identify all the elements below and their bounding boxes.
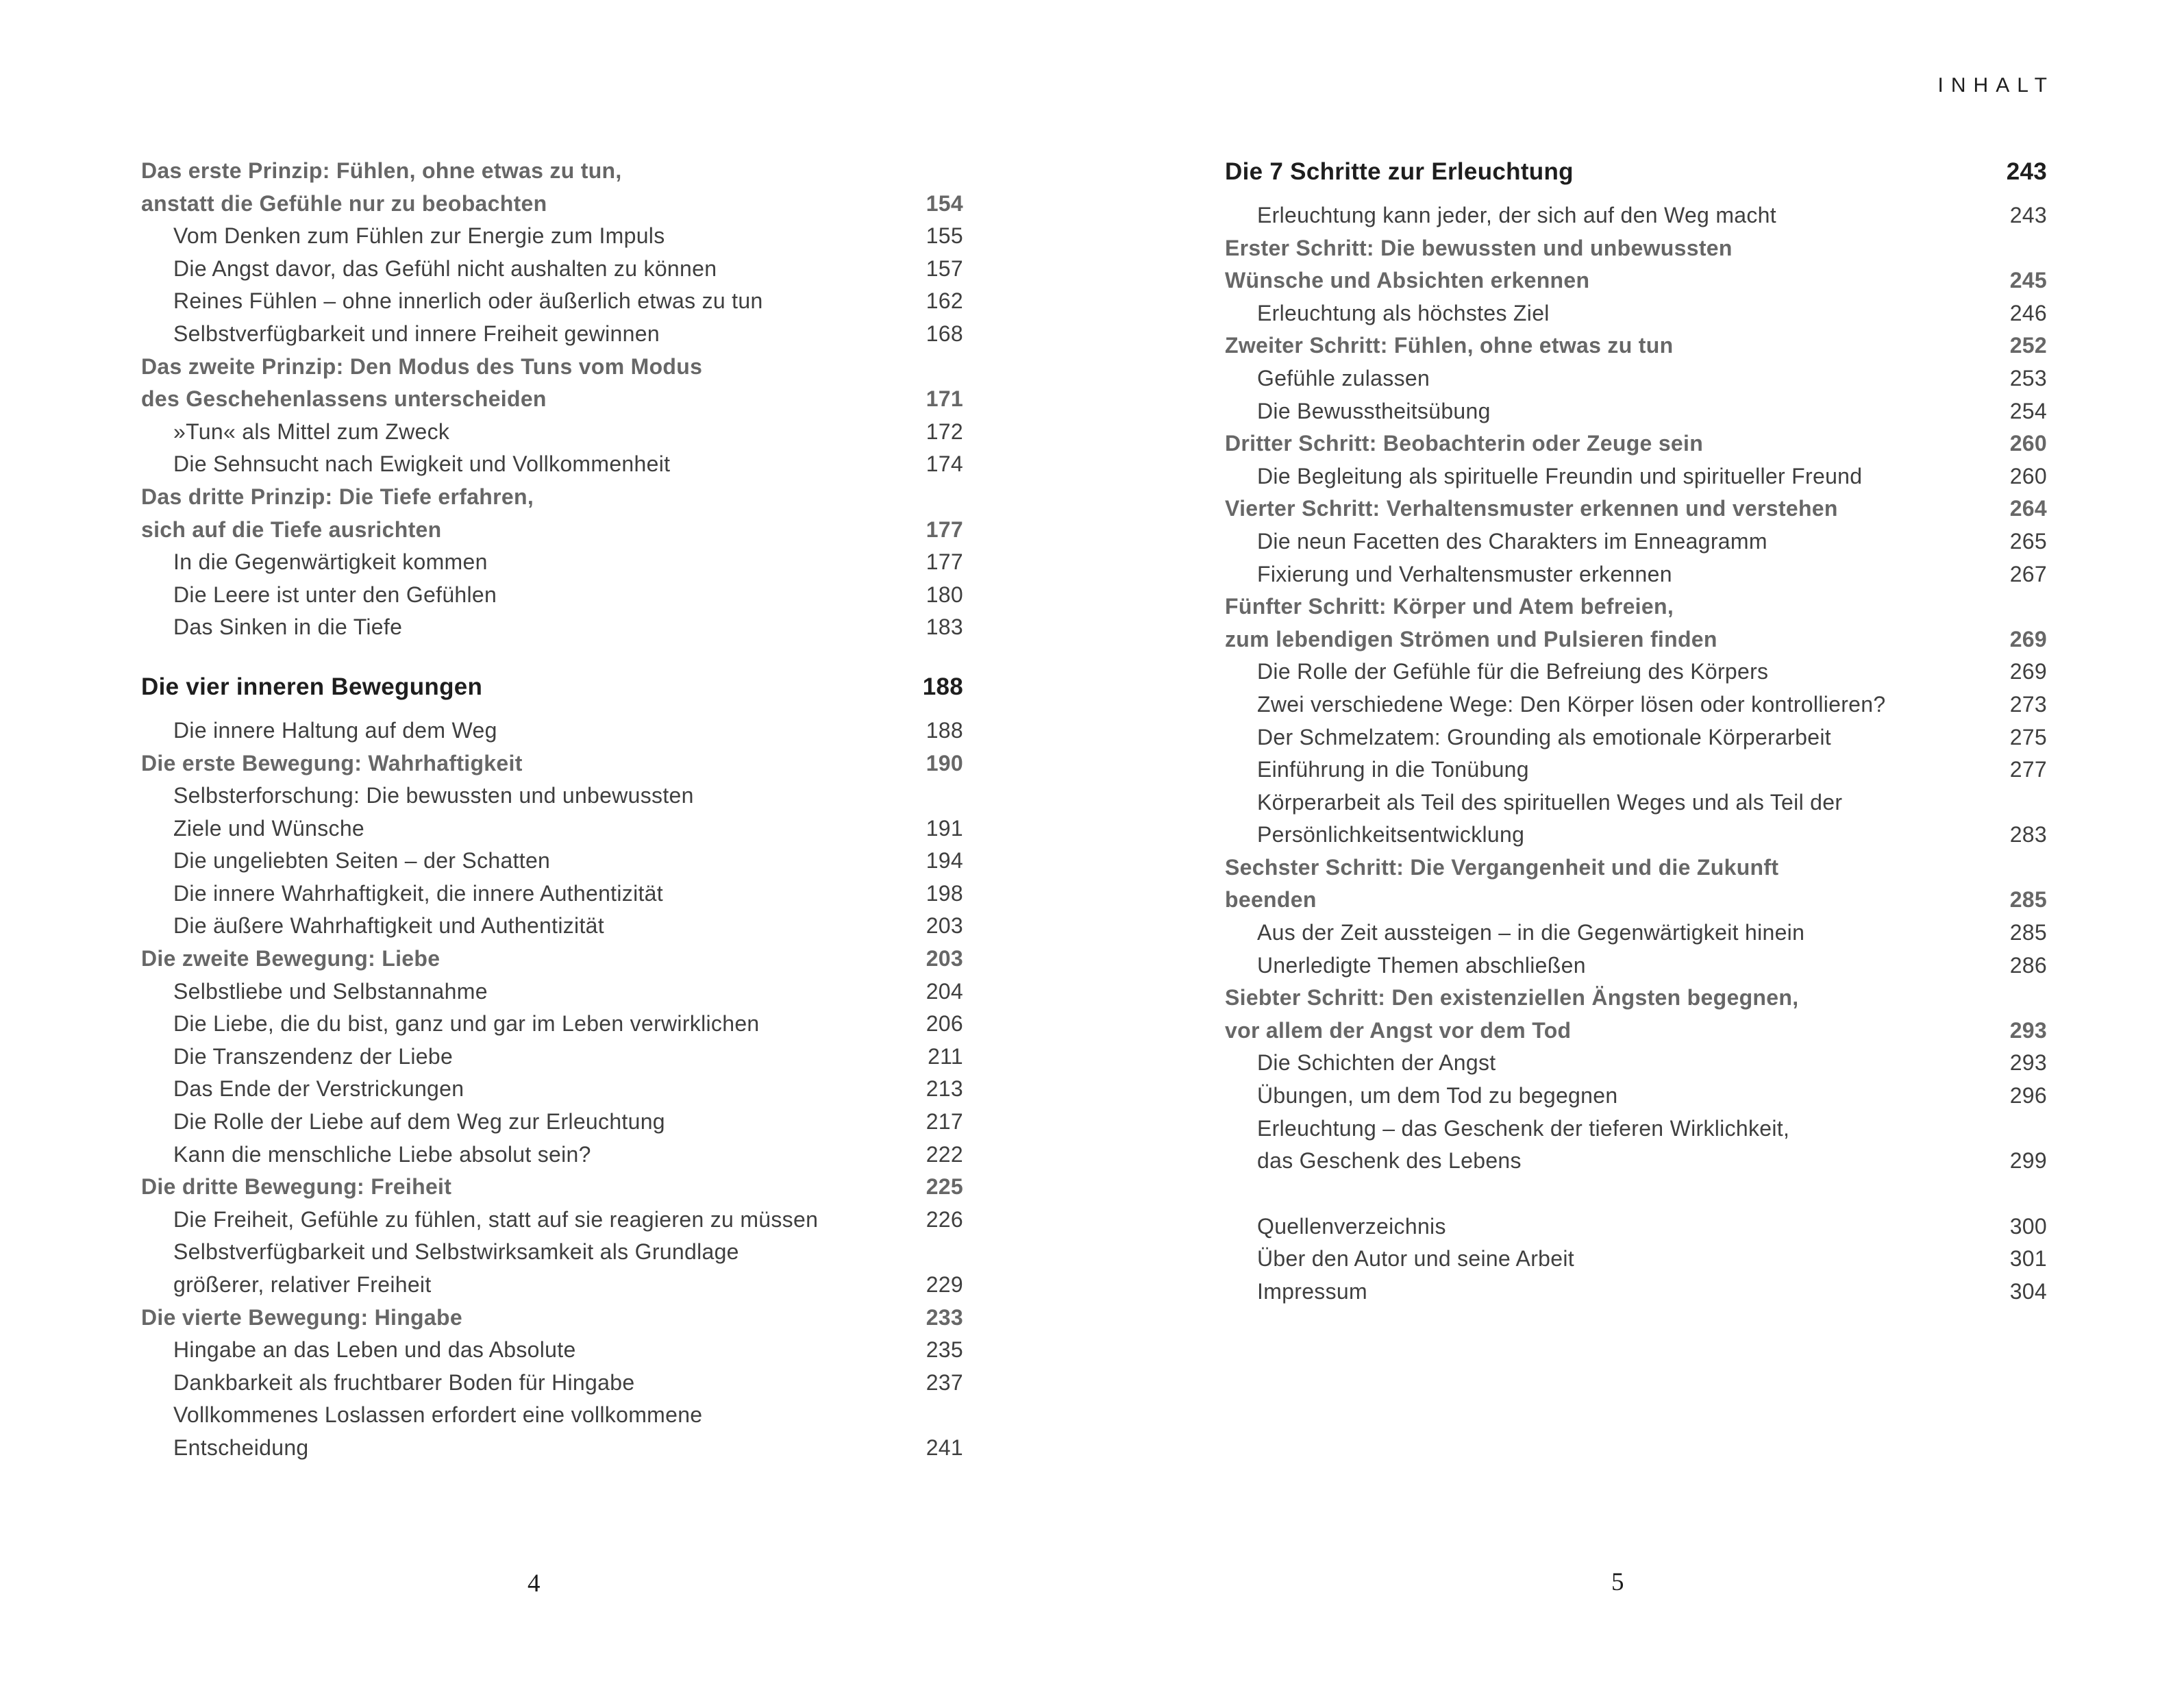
toc-entry [1225, 754, 2047, 786]
toc-entry-page-number: 254 [2009, 398, 2047, 423]
toc-entry [141, 845, 963, 878]
toc-entry-title: Die erste Bewegung: Wahrhaftigkeit [141, 750, 523, 776]
toc-entry-page-number: 204 [926, 978, 963, 1004]
toc-entry-page-number: 235 [926, 1337, 963, 1363]
toc-entry-title: Unerledigte Themen abschließen [1257, 952, 1586, 978]
toc-entry-title: Das Sinken in die Tiefe [173, 615, 403, 640]
toc-entry-title: Zweiter Schritt: Fühlen, ohne etwas zu tun [1225, 333, 1674, 358]
toc-entry-title: Körperarbeit als Teil des spirituellen Weges und als Teil der [1257, 789, 1843, 815]
toc-entry-title: Vierter Schritt: Verhaltensmuster erkennen und verstehen [1225, 496, 1838, 521]
toc-entry-page-number: 253 [2009, 365, 2047, 390]
toc-entry-title: Übungen, um dem Tod zu begegnen [1257, 1083, 1618, 1108]
toc-entry-title: Die Liebe, die du bist, ganz und gar im Leben verwirklichen [173, 1011, 760, 1037]
toc-entry-page-number: 172 [926, 419, 963, 444]
toc-entry-title: Die Angst davor, das Gefühl nicht aushalten zu können [173, 256, 717, 281]
toc-entry-page-number: 206 [926, 1011, 963, 1037]
toc-entry [1225, 232, 2047, 265]
toc-entry-page-number: 243 [2006, 158, 2047, 185]
toc-entry-page-number: 222 [926, 1141, 963, 1167]
toc-entry [141, 1236, 963, 1269]
page-number-right: 5 [1611, 1568, 1624, 1596]
toc-entry [141, 1008, 963, 1041]
toc-entry-title: Die vier inneren Bewegungen [141, 673, 483, 700]
toc-entry [1225, 525, 2047, 558]
toc-entry [1225, 330, 2047, 362]
toc-entry [141, 1269, 963, 1302]
toc-entry [141, 514, 963, 547]
toc-entry-page-number: 301 [2009, 1246, 2047, 1272]
toc-entry-title: Selbstverfügbarkeit und Selbstwirksamkeit als Grundlage [173, 1239, 739, 1265]
toc-entry [1225, 297, 2047, 330]
toc-entry-title: Erleuchtung kann jeder, der sich auf den Weg macht [1257, 203, 1776, 227]
toc-entry [141, 1073, 963, 1106]
toc-entry-page-number: 188 [922, 673, 963, 700]
toc-entry [1225, 493, 2047, 525]
toc-entry-title: In die Gegenwärtigkeit kommen [173, 549, 488, 575]
toc-entry-title: Die dritte Bewegung: Freiheit [141, 1174, 452, 1200]
toc-entry [1225, 786, 2047, 819]
toc-entry [141, 1432, 963, 1465]
toc-entry [141, 1334, 963, 1367]
toc-entry-title: Gefühle zulassen [1257, 365, 1430, 390]
toc-entry-page-number: 177 [926, 517, 963, 542]
toc-entry [141, 976, 963, 1008]
toc-entry [1225, 950, 2047, 982]
toc-entry-page-number: 154 [926, 190, 963, 216]
toc-entry [141, 155, 963, 188]
toc-entry [141, 318, 963, 351]
toc-entry-title: Kann die menschliche Liebe absolut sein? [173, 1141, 591, 1167]
toc-entry [141, 813, 963, 845]
toc-entry [1225, 819, 2047, 852]
toc-entry-title: Das Ende der Verstrickungen [173, 1076, 464, 1102]
toc-entry-title: Die Leere ist unter den Gefühlen [173, 582, 497, 607]
toc-entry [141, 579, 963, 612]
toc-entry-page-number: 194 [926, 848, 963, 873]
toc-entry [1225, 1276, 2047, 1309]
toc-entry-title: Erleuchtung – das Geschenk der tieferen Wirklichkeit, [1257, 1115, 1790, 1141]
toc-entry-title: anstatt die Gefühle nur zu beobachten [141, 190, 547, 216]
toc-entry [141, 1399, 963, 1432]
toc-entry-title: des Geschehenlassens unterscheiden [141, 386, 547, 412]
toc-entry [141, 481, 963, 514]
toc-entry [1225, 689, 2047, 721]
toc-entry-title: Die Begleitung als spirituelle Freundin und spiritueller Freund [1257, 463, 1863, 488]
toc-entry [1225, 591, 2047, 623]
toc-entry [141, 416, 963, 449]
toc-entry-page-number: 177 [926, 549, 963, 575]
toc-entry-title: Vom Denken zum Fühlen zur Energie zum Impuls [173, 223, 665, 249]
toc-entry-title: Ziele und Wünsche [173, 815, 365, 841]
toc-entry-page-number: 190 [926, 750, 963, 776]
toc-entry-page-number: 225 [926, 1174, 963, 1200]
toc-entry-page-number: 285 [2009, 887, 2047, 913]
toc-entry [141, 546, 963, 579]
toc-entry [141, 1139, 963, 1171]
toc-entry-title: Der Schmelzatem: Grounding als emotionale Körperarbeit [1257, 724, 1831, 749]
toc-entry-page-number: 304 [2009, 1279, 2047, 1304]
toc-entry-page-number: 213 [926, 1076, 963, 1102]
toc-entry-title: Persönlichkeitsentwicklung [1257, 822, 1525, 847]
toc-entry-title: beenden [1225, 887, 1317, 913]
toc-entry-page-number: 155 [926, 223, 963, 249]
toc-entry-title: Erleuchtung als höchstes Ziel [1257, 300, 1550, 325]
toc-entry-title: Dankbarkeit als fruchtbarer Boden für Hingabe [173, 1369, 635, 1395]
toc-entry-page-number: 265 [2009, 528, 2047, 554]
toc-entry-page-number: 233 [926, 1304, 963, 1330]
toc-entry [141, 878, 963, 910]
toc-entry-page-number: 229 [926, 1272, 963, 1297]
toc-entry-title: Das zweite Prinzip: Den Modus des Tuns vom Modus [141, 354, 703, 379]
toc-entry-title: Die Sehnsucht nach Ewigkeit und Vollkommenheit [173, 451, 671, 477]
toc-entry-title: Die vierte Bewegung: Hingabe [141, 1304, 462, 1330]
toc-entry [1225, 623, 2047, 656]
toc-entry-title: Die innere Wahrhaftigkeit, die innere Authentizität [173, 880, 663, 906]
toc-entry [141, 351, 963, 384]
toc-entry-title: Die Freiheit, Gefühle zu fühlen, statt auf sie reagieren zu müssen [173, 1206, 819, 1232]
toc-entry-page-number: 269 [2009, 659, 2047, 684]
page-number-left: 4 [528, 1570, 541, 1598]
inhalt-heading: INHALT [1937, 74, 2055, 97]
toc-entry-title: Aus der Zeit aussteigen – in die Gegenwärtigkeit hinein [1257, 920, 1805, 945]
toc-entry-title: zum lebendigen Strömen und Pulsieren finden [1225, 626, 1717, 652]
toc-entry-title: sich auf die Tiefe ausrichten [141, 517, 442, 542]
toc-entry-title: Die Rolle der Liebe auf dem Weg zur Erleuchtung [173, 1109, 665, 1134]
toc-entry-page-number: 174 [926, 451, 963, 477]
toc-entry-title: Einführung in die Tonübung [1257, 757, 1529, 782]
toc-entry [141, 611, 963, 644]
toc-entry-page-number: 252 [2009, 333, 2047, 358]
toc-entry-page-number: 269 [2009, 626, 2047, 652]
toc-entry-page-number: 203 [926, 913, 963, 939]
toc-entry-page-number: 217 [926, 1109, 963, 1134]
toc-entry-page-number: 211 [928, 1043, 963, 1069]
toc-entry-page-number: 285 [2009, 920, 2047, 945]
toc-entry [1225, 982, 2047, 1015]
toc-entry [141, 1106, 963, 1139]
toc-entry [141, 715, 963, 747]
toc-entry-page-number: 283 [2009, 822, 2047, 847]
toc-entry-title: Fixierung und Verhaltensmuster erkennen [1257, 561, 1672, 586]
toc-entry-page-number: 246 [2009, 300, 2047, 325]
toc-entry [141, 1041, 963, 1074]
toc-entry [141, 1171, 963, 1204]
toc-entry [141, 747, 963, 780]
toc-entry-title: Die Transzendenz der Liebe [173, 1043, 454, 1069]
toc-entry-page-number: 191 [926, 815, 963, 841]
toc-entry-title: Quellenverzeichnis [1257, 1213, 1446, 1239]
toc-entry-page-number: 243 [2009, 203, 2047, 227]
toc-entry-title: Entscheidung [173, 1435, 309, 1460]
toc-entry-page-number: 277 [2009, 757, 2047, 782]
toc-entry-title: Reines Fühlen – ohne innerlich oder äußerlich etwas zu tun [173, 288, 763, 314]
toc-entry-page-number: 237 [926, 1369, 963, 1395]
toc-entry [1225, 1080, 2047, 1113]
toc-entry-title: vor allem der Angst vor dem Tod [1225, 1017, 1572, 1043]
toc-entry [141, 253, 963, 286]
toc-entry-title: Die zweite Bewegung: Liebe [141, 946, 440, 971]
toc-entry-title: das Geschenk des Lebens [1257, 1148, 1522, 1174]
toc-entry [1225, 427, 2047, 460]
toc-entry [1225, 917, 2047, 950]
toc-entry [141, 780, 963, 813]
toc-entry [1225, 155, 2047, 189]
toc-entry-title: Die innere Haltung auf dem Weg [173, 717, 497, 743]
toc-entry-title: Die Bewusstheitsübung [1257, 398, 1491, 423]
toc-entry [1225, 1211, 2047, 1243]
toc-entry-page-number: 168 [926, 321, 963, 346]
toc-entry-page-number: 183 [926, 615, 963, 640]
toc-entry [141, 383, 963, 416]
toc-entry-title: Wünsche und Absichten erkennen [1225, 268, 1590, 293]
toc-entry-page-number: 226 [926, 1206, 963, 1232]
toc-entry-page-number: 286 [2009, 952, 2047, 978]
toc-entry [141, 188, 963, 221]
toc-entry [141, 285, 963, 318]
toc-entry [141, 448, 963, 481]
toc-entry-page-number: 293 [2009, 1050, 2047, 1076]
toc-entry [141, 670, 963, 704]
toc-entry-title: Fünfter Schritt: Körper und Atem befreien, [1225, 594, 1674, 619]
toc-entry-page-number: 300 [2009, 1213, 2047, 1239]
toc-entry [1225, 852, 2047, 884]
toc-entry-title: Selbstliebe und Selbstannahme [173, 978, 488, 1004]
toc-page-right [1225, 155, 2047, 1309]
toc-entry-title: »Tun« als Mittel zum Zweck [173, 419, 450, 444]
toc-entry [1225, 264, 2047, 297]
toc-entry [1225, 1243, 2047, 1276]
toc-entry-page-number: 162 [926, 288, 963, 314]
toc-entry-title: Die Schichten der Angst [1257, 1050, 1496, 1076]
toc-entry [141, 943, 963, 976]
toc-entry [1225, 1015, 2047, 1047]
toc-entry [141, 1204, 963, 1237]
toc-entry-title: Sechster Schritt: Die Vergangenheit und die Zukunft [1225, 854, 1779, 880]
toc-entry-title: Die Rolle der Gefühle für die Befreiung des Körpers [1257, 659, 1769, 684]
toc-entry-page-number: 293 [2009, 1017, 2047, 1043]
toc-entry-page-number: 267 [2009, 561, 2047, 586]
toc-entry-title: Die äußere Wahrhaftigkeit und Authentizität [173, 913, 604, 939]
toc-entry [1225, 558, 2047, 591]
toc-entry-page-number: 264 [2009, 496, 2047, 521]
toc-entry-page-number: 260 [2009, 463, 2047, 488]
toc-entry-title: größerer, relativer Freiheit [173, 1272, 432, 1297]
toc-entry-title: Das dritte Prinzip: Die Tiefe erfahren, [141, 484, 534, 509]
toc-entry [1225, 884, 2047, 917]
toc-entry [1225, 395, 2047, 428]
toc-entry-title: Erster Schritt: Die bewussten und unbewussten [1225, 235, 1733, 260]
toc-entry-page-number: 171 [926, 386, 963, 412]
toc-entry-title: Impressum [1257, 1279, 1367, 1304]
toc-entry [1225, 460, 2047, 493]
toc-entry-page-number: 203 [926, 946, 963, 971]
toc-entry-page-number: 275 [2009, 724, 2047, 749]
toc-entry [141, 1367, 963, 1400]
toc-entry [1225, 1113, 2047, 1145]
toc-entry [1225, 721, 2047, 754]
toc-entry-page-number: 273 [2009, 691, 2047, 717]
toc-entry [1225, 656, 2047, 689]
toc-entry-title: Die neun Facetten des Charakters im Enneagramm [1257, 528, 1767, 554]
toc-entry-page-number: 241 [926, 1435, 963, 1460]
toc-entry [1225, 199, 2047, 232]
toc-entry-page-number: 188 [926, 717, 963, 743]
toc-entry-page-number: 296 [2009, 1083, 2047, 1108]
toc-entry-title: Über den Autor und seine Arbeit [1257, 1246, 1574, 1272]
toc-entry [141, 910, 963, 943]
toc-entry [1225, 1047, 2047, 1080]
toc-entry [141, 1302, 963, 1335]
toc-entry-title: Das erste Prinzip: Fühlen, ohne etwas zu tun, [141, 158, 622, 183]
toc-entry-title: Hingabe an das Leben und das Absolute [173, 1337, 576, 1363]
toc-entry-page-number: 299 [2009, 1148, 2047, 1174]
toc-entry-title: Die ungeliebten Seiten – der Schatten [173, 848, 551, 873]
toc-entry-title: Zwei verschiedene Wege: Den Körper lösen oder kontrollieren? [1257, 691, 1886, 717]
toc-entry-title: Selbstverfügbarkeit und innere Freiheit gewinnen [173, 321, 660, 346]
toc-entry [141, 220, 963, 253]
toc-entry-title: Selbsterforschung: Die bewussten und unbewussten [173, 783, 694, 808]
toc-entry-page-number: 260 [2009, 431, 2047, 456]
toc-entry-title: Vollkommenes Loslassen erfordert eine vollkommene [173, 1402, 703, 1428]
toc-entry-page-number: 157 [926, 256, 963, 281]
toc-entry [1225, 1145, 2047, 1178]
toc-entry-page-number: 245 [2009, 268, 2047, 293]
toc-entry-page-number: 180 [926, 582, 963, 607]
toc-entry-title: Die 7 Schritte zur Erleuchtung [1225, 158, 1574, 185]
toc-entry-title: Siebter Schritt: Den existenziellen Ängsten begegnen, [1225, 985, 1799, 1010]
toc-entry [1225, 362, 2047, 395]
toc-entry-page-number: 198 [926, 880, 963, 906]
toc-entry-title: Dritter Schritt: Beobachterin oder Zeuge sein [1225, 431, 1704, 456]
toc-page-left [141, 155, 963, 1465]
